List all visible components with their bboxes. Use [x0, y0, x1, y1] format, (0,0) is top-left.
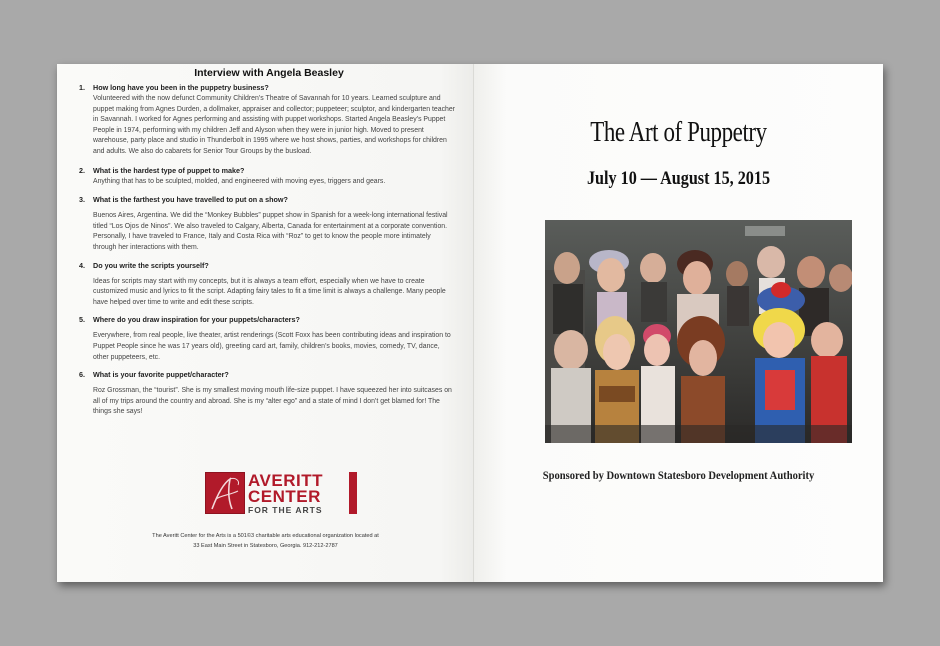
qa-item — [79, 83, 455, 158]
puppets-photo-illustration — [545, 220, 852, 443]
qa-item — [79, 261, 455, 309]
question-number: 1. — [79, 83, 85, 92]
answer: Volunteered with the now defunct Community Children’s Theatre of Savannah for 10 years. Learned sculpture and puppet making from Agnes Durden, a dollmaker, appraiser and collector; puppeteer; sculptor, and kindergarten teacher in Savannah. I worked for Agnes performing and assisting with puppet workshops. Started Angela Beasley’s Puppet People in 1974, performing with my children Jeff and Alyson when they were in junior high. Moved to present warehouse, party place and studio in Thunderbolt in 1995 where we host shows, parties, and workshops for children and adults. We also do cabarets for Senior Tour Groups by the busload. — [93, 95, 455, 155]
interview-list — [79, 83, 455, 418]
interview-page — [57, 64, 474, 582]
qa-item — [79, 370, 455, 418]
question: What is the farthest you have travelled to put on a show? — [93, 195, 288, 205]
logo-wordmark — [245, 472, 346, 514]
logo-line-averitt: AVERITT — [248, 470, 323, 490]
question: What is your favorite puppet/character? — [93, 370, 229, 380]
question-number: 2. — [79, 165, 85, 175]
program-sheet — [57, 64, 883, 582]
answer: Buenos Aires, Argentina. We did the “Monkey Bubbles” puppet show in Spanish for a week-long international festival titled “Los Ojos de Ninos”. We also traveled to Calgary, Alberta, Canada for entertainment at a corporate convention. Personally, I have traveled to France, Italy and Costa Rica with “Roz” to get to know the people more intimately through her interactions with them. — [93, 212, 448, 251]
poster-title: The Art of Puppetry — [590, 117, 767, 148]
question: Do you write the scripts yourself? — [93, 260, 209, 270]
answer: Everywhere, from real people, live theater, artist renderings (Scott Foxx has been contributing ideas and inspiration to Puppet People since he was 17 years old), greeting card art, family, children’s books, movies, comedy, TV, dance, other puppeteers, etc. — [93, 332, 451, 361]
footer-line-2: 33 East Main Street in Statesboro, Georgia. 912-212-2787 — [193, 543, 338, 549]
answer: Roz Grossman, the “tourist”. She is my smallest moving mouth life-size puppet. I have squeezed her into suitcases on all of my trips around the country and abroad. She is my “alter ego” and a state of mind I don’t get blamed for! The things she says! — [93, 387, 452, 416]
question-number: 5. — [79, 315, 85, 325]
poster-dates: July 10 — August 15, 2015 — [586, 168, 771, 189]
averitt-center-logo — [205, 472, 357, 514]
question: Where do you draw inspiration for your puppets/characters? — [93, 315, 300, 325]
question-number: 4. — [79, 260, 85, 270]
qa-item — [79, 166, 455, 188]
footer-line-1: The Averitt Center for the Arts is a 501©3 charitable arts educational organization located at — [152, 533, 379, 539]
poster-page — [474, 64, 883, 582]
question-number: 3. — [79, 195, 85, 205]
qa-item — [79, 195, 455, 253]
logo-accent-bar — [349, 472, 357, 514]
question: How long have you been in the puppetry business? — [93, 83, 269, 92]
logo-line-center: CENTER — [248, 486, 321, 506]
answer: Ideas for scripts may start with my concepts, but it is always a team effort, especially when we have to create customized music and lyrics to fit the script. Adapting fairy tales to fit a time limit is always a challenge. Many people have helped over time to write and edit these scripts. — [93, 277, 446, 306]
interview-title: Interview with Angela Beasley — [194, 67, 344, 79]
sponsor-line: Sponsored by Downtown Statesboro Development Authority — [542, 468, 815, 482]
logo-a-mark-icon — [205, 472, 245, 514]
question-number: 6. — [79, 370, 85, 380]
logo-line-for-the-arts: FOR THE ARTS — [248, 504, 323, 515]
puppets-photo — [545, 220, 852, 443]
answer: Anything that has to be sculpted, molded, and engineered with moving eyes, triggers and gears. — [93, 177, 386, 185]
question: What is the hardest type of puppet to make? — [93, 165, 245, 175]
qa-item — [79, 315, 455, 363]
